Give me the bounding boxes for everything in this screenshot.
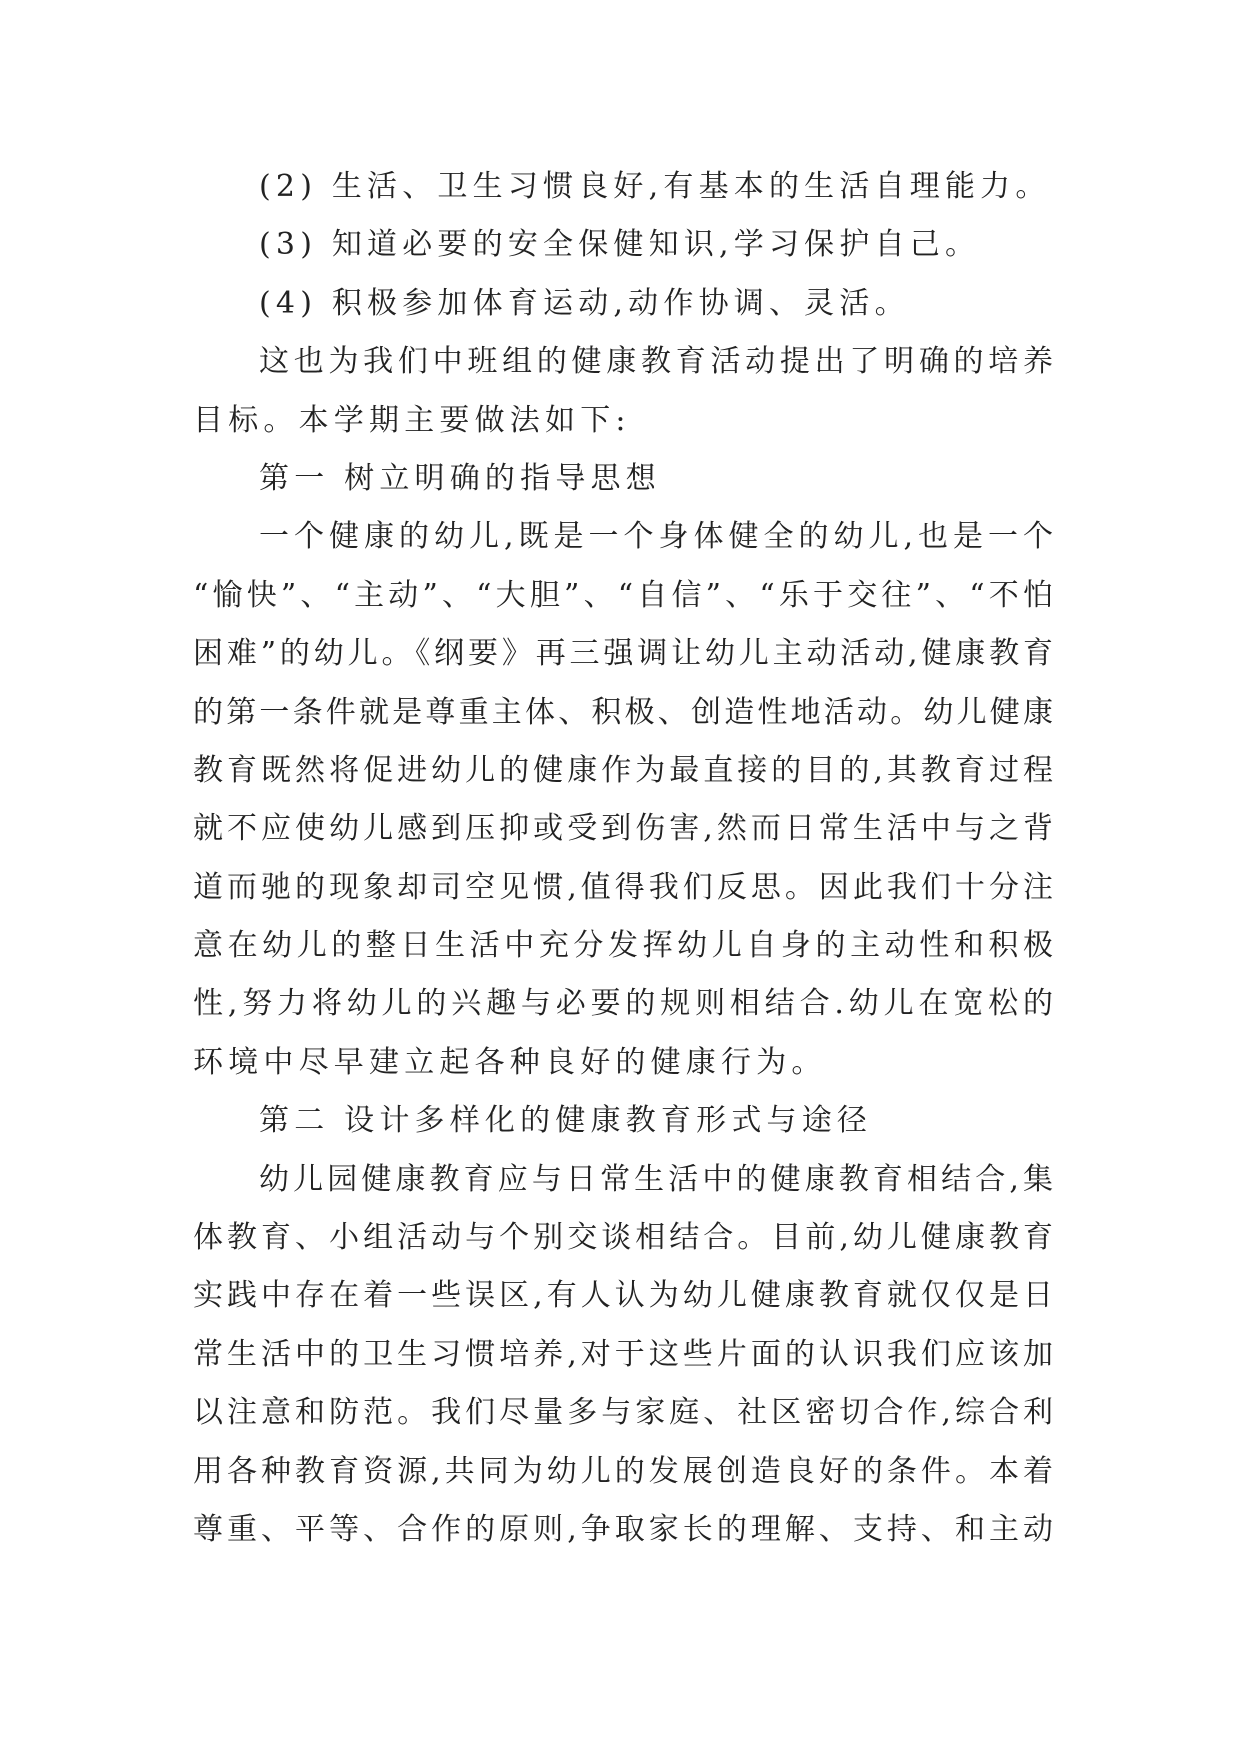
text-line: 意在幼儿的整日生活中充分发挥幼儿自身的主动性和积极: [193, 928, 1053, 964]
text-line: 幼儿园健康教育应与日常生活中的健康教育相结合,集: [259, 1161, 1053, 1197]
text-line: 这也为我们中班组的健康教育活动提出了明确的培养: [259, 344, 1053, 380]
text-line: 困难”的幼儿。《纲要》再三强调让幼儿主动活动,健康教育: [193, 636, 1053, 672]
text-line: 用各种教育资源,共同为幼儿的发展创造良好的条件。本着: [193, 1453, 1053, 1489]
text-line: 尊重、平等、合作的原则,争取家长的理解、支持、和主动: [193, 1511, 1053, 1547]
text-line: 常生活中的卫生习惯培养,对于这些片面的认识我们应该加: [193, 1336, 1053, 1372]
text-line: 的第一条件就是尊重主体、积极、创造性地活动。幼儿健康: [193, 694, 1053, 730]
text-line: (3) 知道必要的安全保健知识,学习保护自己。: [259, 227, 981, 263]
text-line: 第二 设计多样化的健康教育形式与途径: [259, 1103, 873, 1139]
text-line: (2) 生活、卫生习惯良好,有基本的生活自理能力。: [259, 169, 1051, 204]
text-line: 一个健康的幼儿,既是一个身体健全的幼儿,也是一个: [259, 519, 1053, 555]
text-line: 第一 树立明确的指导思想: [259, 460, 661, 496]
text-line: (4) 积极参加体育运动,动作协调、灵活。: [259, 285, 910, 321]
text-line: 性,努力将幼儿的兴趣与必要的规则相结合.幼儿在宽松的: [193, 986, 1053, 1022]
document-body: [193, 158, 1053, 1559]
text-line: 体教育、小组活动与个别交谈相结合。目前,幼儿健康教育: [193, 1220, 1053, 1256]
text-line: 教育既然将促进幼儿的健康作为最直接的目的,其教育过程: [193, 752, 1053, 788]
text-line: 环境中尽早建立起各种良好的健康行为。: [193, 1044, 827, 1080]
text-line: 目标。本学期主要做法如下:: [193, 402, 631, 438]
text-line: 以注意和防范。我们尽量多与家庭、社区密切合作,综合利: [193, 1395, 1053, 1431]
text-line: “愉快”、“主动”、“大胆”、“自信”、“乐于交往”、“不怕: [193, 577, 1053, 613]
text-line: 实践中存在着一些误区,有人认为幼儿健康教育就仅仅是日: [193, 1278, 1053, 1314]
text-line: 就不应使幼儿感到压抑或受到伤害,然而日常生活中与之背: [193, 811, 1053, 847]
text-line: 道而驰的现象却司空见惯,值得我们反思。因此我们十分注: [193, 869, 1053, 905]
